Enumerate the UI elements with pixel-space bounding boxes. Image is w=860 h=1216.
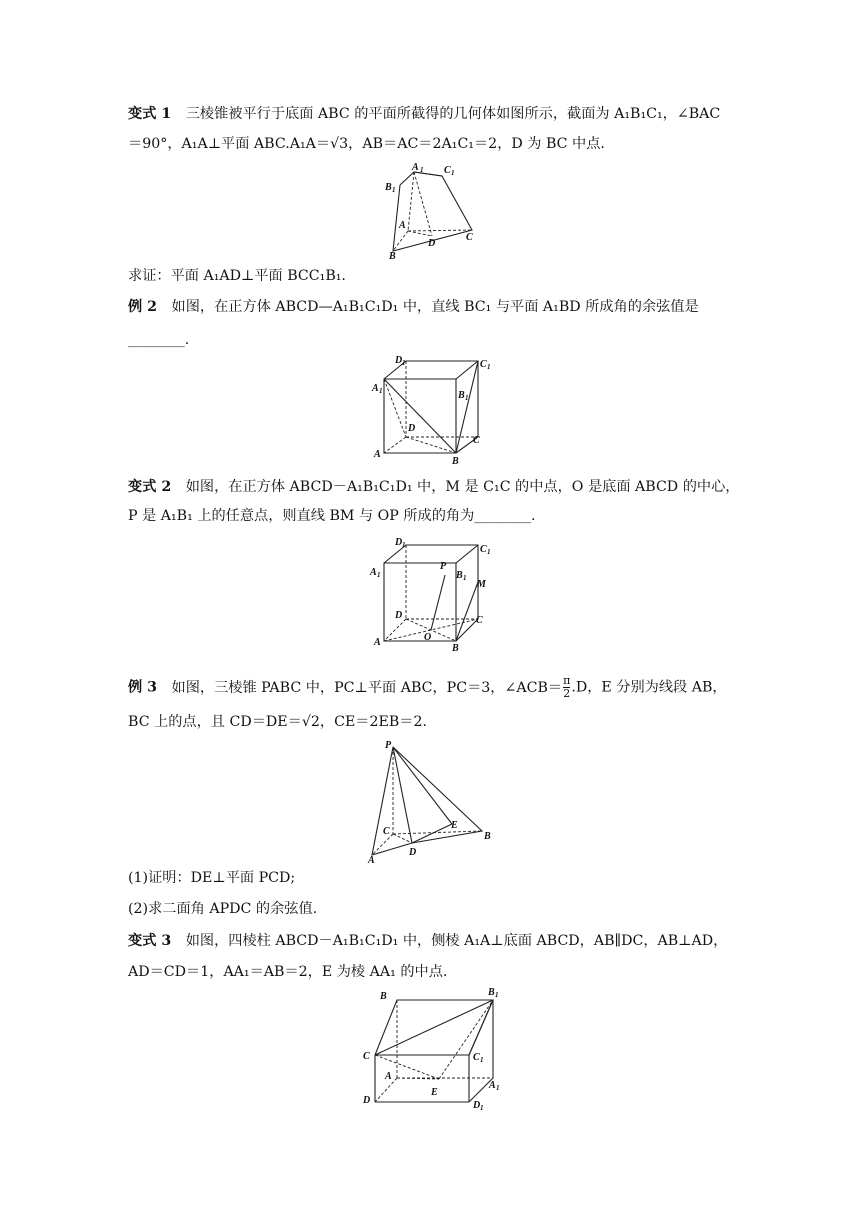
example3-q2: (2)求二面角 APDC 的余弦值. [128,901,318,917]
svg-text:B: B [452,643,459,653]
variant2-line1 [128,477,739,497]
svg-text:C: C [383,826,390,837]
svg-text:A: A [412,162,419,173]
svg-text:D: D [395,355,403,366]
svg-text:A: A [374,449,381,460]
svg-text:1: 1 [402,359,406,367]
figure-cube-1 [368,353,498,468]
svg-text:A: A [372,383,379,394]
svg-text:E: E [431,1087,438,1098]
svg-text:D: D [409,847,417,858]
figure-pyramid [360,735,500,865]
variant3-label: 变式 3 [128,933,172,949]
svg-text:A: A [399,220,406,231]
example3-text-1b: .D，E 分别为线段 AB， [571,679,727,696]
svg-text:B: B [456,570,463,581]
svg-text:C: C [363,1051,370,1062]
svg-text:C: C [476,615,483,626]
example3-line2: BC 上的点，且 CD＝DE＝√2，CE＝2EB＝2. [128,714,428,730]
svg-text:B: B [484,831,491,842]
variant1-text-1: 三棱锥被平行于底面 ABC 的平面所截得的几何体如图所示，截面为 A₁B₁C₁，∠BAC [185,106,721,122]
svg-text:M: M [477,579,486,590]
svg-text:B: B [380,991,387,1002]
variant1-prove: 求证：平面 A₁AD⊥平面 BCC₁B₁. [128,268,346,284]
svg-text:A: A [385,1071,392,1082]
variant1-label: 变式 1 [128,106,172,122]
example2-label: 例 2 [128,299,157,315]
svg-text:A: A [368,855,375,865]
example3-text-1a: 如图，三棱锥 PABC 中，PC⊥平面 ABC，PC＝3，∠ACB＝ [171,679,563,696]
svg-text:C: C [444,165,451,176]
frac-denominator: 2 [563,687,571,700]
example2-line2: ________. [128,332,190,348]
svg-text:1: 1 [465,394,469,402]
example2-line1 [128,297,699,317]
svg-text:D: D [473,1100,481,1111]
svg-text:C: C [480,544,487,555]
variant1-line2: ＝90°，A₁A⊥平面 ABC.A₁A＝√3，AB＝AC＝2A₁C₁＝2，D 为 BC 中点． [128,136,615,152]
variant2-text-1: 如图，在正方体 ABCD－A₁B₁C₁D₁ 中，M 是 C₁C 的中点，O 是底面 ABCD 的中心， [185,479,740,495]
example2-text-1: 如图，在正方体 ABCD—A₁B₁C₁D₁ 中，直线 BC₁ 与平面 A₁BD 所成角的余弦值是 [171,299,699,315]
svg-text:B: B [458,390,465,401]
svg-text:D: D [395,610,403,621]
svg-text:1: 1 [463,574,467,582]
svg-text:D: D [428,238,436,249]
figure-cube-2 [368,533,498,653]
example3-q1: (1)证明：DE⊥平面 PCD; [128,870,296,886]
svg-text:B: B [452,456,459,467]
pi-over-2-fraction [563,675,570,700]
variant3-line2: AD＝CD＝1，AA₁＝AB＝2，E 为棱 AA₁ 的中点. [128,964,448,980]
svg-text:1: 1 [495,991,499,999]
variant2-line2: P 是 A₁B₁ 上的任意点，则直线 BM 与 OP 所成的角为________. [128,508,536,524]
svg-text:A: A [489,1080,496,1091]
svg-text:1: 1 [402,541,406,549]
svg-text:1: 1 [392,186,396,194]
svg-text:D: D [363,1095,371,1106]
variant3-text-1: 如图，四棱柱 ABCD－A₁B₁C₁D₁ 中，侧棱 A₁A⊥底面 ABCD，AB∥DC，AB⊥AD， [185,933,728,949]
svg-text:C: C [480,359,487,370]
frac-numerator: π [563,674,571,687]
svg-text:1: 1 [480,1104,484,1112]
svg-text:1: 1 [420,166,424,174]
svg-text:O: O [424,632,432,643]
svg-text:B: B [389,251,396,260]
example3-line1 [128,675,727,700]
svg-text:A: A [374,637,381,648]
variant1-line1 [128,104,720,124]
figure-prism [355,985,515,1115]
svg-text:C: C [473,1052,480,1063]
svg-text:1: 1 [496,1084,500,1092]
svg-text:C: C [466,232,473,243]
svg-text:1: 1 [379,387,383,395]
figure-frustum [380,160,480,260]
svg-text:B: B [385,182,392,193]
svg-text:D: D [395,537,403,548]
svg-text:P: P [440,561,447,572]
svg-text:C: C [473,435,480,446]
svg-text:P: P [385,740,392,751]
svg-text:1: 1 [377,571,381,579]
svg-text:1: 1 [487,548,491,556]
svg-text:1: 1 [487,363,491,371]
svg-text:B: B [488,987,495,998]
svg-text:A: A [370,567,377,578]
variant3-line1 [128,931,727,951]
variant2-label: 变式 2 [128,479,172,495]
example3-label: 例 3 [128,679,157,696]
svg-text:E: E [451,820,458,831]
svg-text:1: 1 [480,1056,484,1064]
svg-text:1: 1 [451,169,455,177]
svg-text:D: D [408,423,416,434]
